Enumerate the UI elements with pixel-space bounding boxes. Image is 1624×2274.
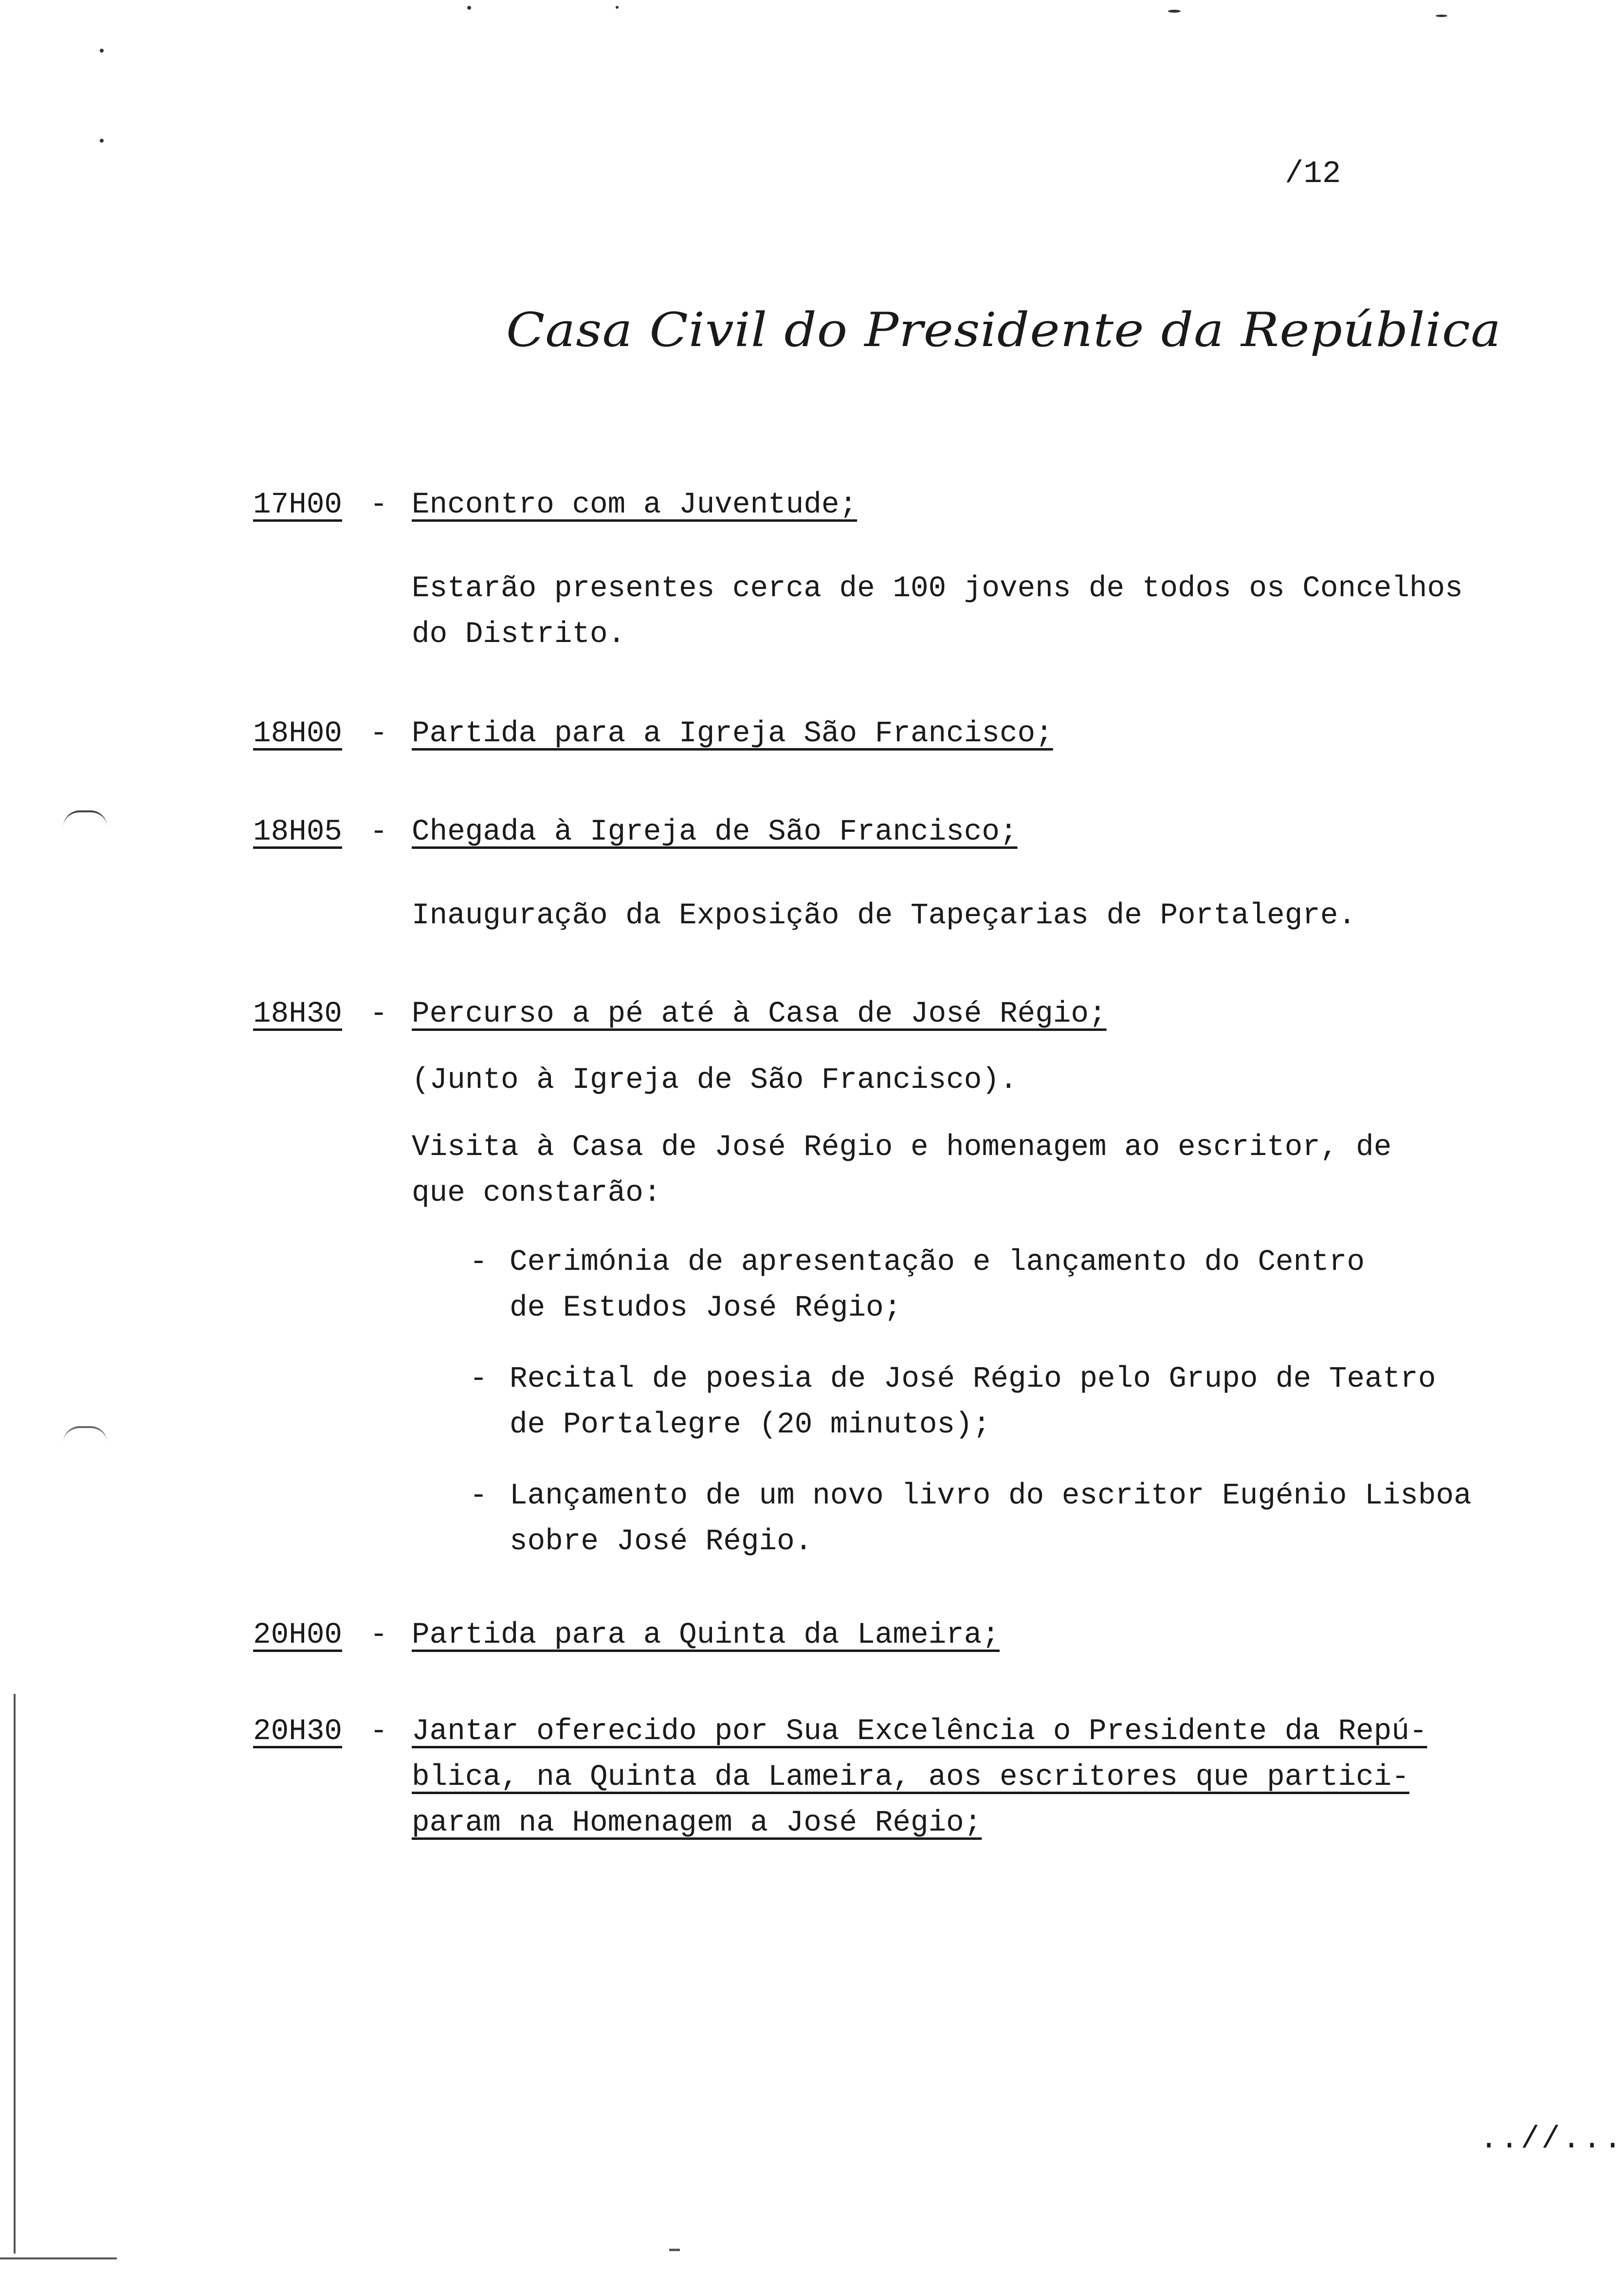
entry-title: Encontro com a Juventude;	[412, 488, 858, 522]
scan-speck	[1436, 15, 1447, 17]
entry-body-line: Visita à Casa de José Régio e homenagem ao escritor, de	[412, 1131, 1392, 1164]
entry-time: 18H05	[253, 815, 343, 849]
bullet-line: Recital de poesia de José Régio pelo Grupo de Teatro	[510, 1362, 1436, 1396]
entry-body-line: do Distrito.	[412, 618, 626, 651]
entry-time: 20H00	[253, 1618, 343, 1652]
scan-edge-line	[0, 2257, 117, 2259]
letterhead: Casa Civil do Presidente da República	[506, 303, 1501, 357]
entry-body-line: que constarão:	[412, 1176, 661, 1210]
entry-dash: -	[370, 997, 388, 1031]
punch-hole-mark	[63, 1426, 107, 1443]
scan-speck	[467, 6, 471, 10]
entry-time: 20H30	[253, 1715, 343, 1748]
bullet-dash: -	[470, 1479, 488, 1513]
bullet-dash: -	[470, 1246, 488, 1279]
continuation-marker: ..//...	[1479, 2122, 1624, 2157]
page-number: /12	[1285, 157, 1341, 192]
scan-edge-line	[14, 1694, 16, 2254]
entry-time: 18H00	[253, 717, 343, 751]
entry-body-line: Estarão presentes cerca de 100 jovens de todos os Concelhos	[412, 572, 1463, 605]
entry-dash: -	[370, 717, 388, 751]
entry-title-line: blica, na Quinta da Lameira, aos escritores que partici-	[412, 1761, 1409, 1794]
bullet-line: Lançamento de um novo livro do escritor Eugénio Lisboa	[510, 1479, 1472, 1513]
entry-title: Partida para a Igreja São Francisco;	[412, 717, 1053, 751]
scan-speck	[616, 6, 619, 9]
entry-time: 18H30	[253, 997, 343, 1031]
entry-title: Partida para a Quinta da Lameira;	[412, 1618, 1000, 1652]
entry-dash: -	[370, 1618, 388, 1652]
entry-body-line: Inauguração da Exposição de Tapeçarias de Portalegre.	[412, 899, 1356, 933]
bullet-line: sobre José Régio.	[510, 1525, 813, 1559]
scan-speck	[100, 139, 104, 143]
entry-dash: -	[370, 488, 388, 522]
entry-dash: -	[370, 815, 388, 849]
scan-speck	[100, 49, 104, 53]
bullet-line: Cerimónia de apresentação e lançamento do Centro	[510, 1246, 1365, 1279]
bullet-line: de Portalegre (20 minutos);	[510, 1408, 991, 1442]
entry-title-line: param na Homenagem a José Régio;	[412, 1806, 982, 1840]
bullet-line: de Estudos José Régio;	[510, 1291, 902, 1325]
entry-body-line: (Junto à Igreja de São Francisco).	[412, 1064, 1018, 1097]
scan-speck	[1168, 10, 1181, 13]
scan-edge-line	[669, 2249, 680, 2251]
entry-dash: -	[370, 1715, 388, 1748]
entry-title: Percurso a pé até à Casa de José Régio;	[412, 997, 1107, 1031]
entry-title: Chegada à Igreja de São Francisco;	[412, 815, 1018, 849]
entry-title-line: Jantar oferecido por Sua Excelência o Presidente da Repú-	[412, 1715, 1427, 1748]
entry-time: 17H00	[253, 488, 343, 522]
punch-hole-mark	[63, 810, 107, 827]
bullet-dash: -	[470, 1362, 488, 1396]
